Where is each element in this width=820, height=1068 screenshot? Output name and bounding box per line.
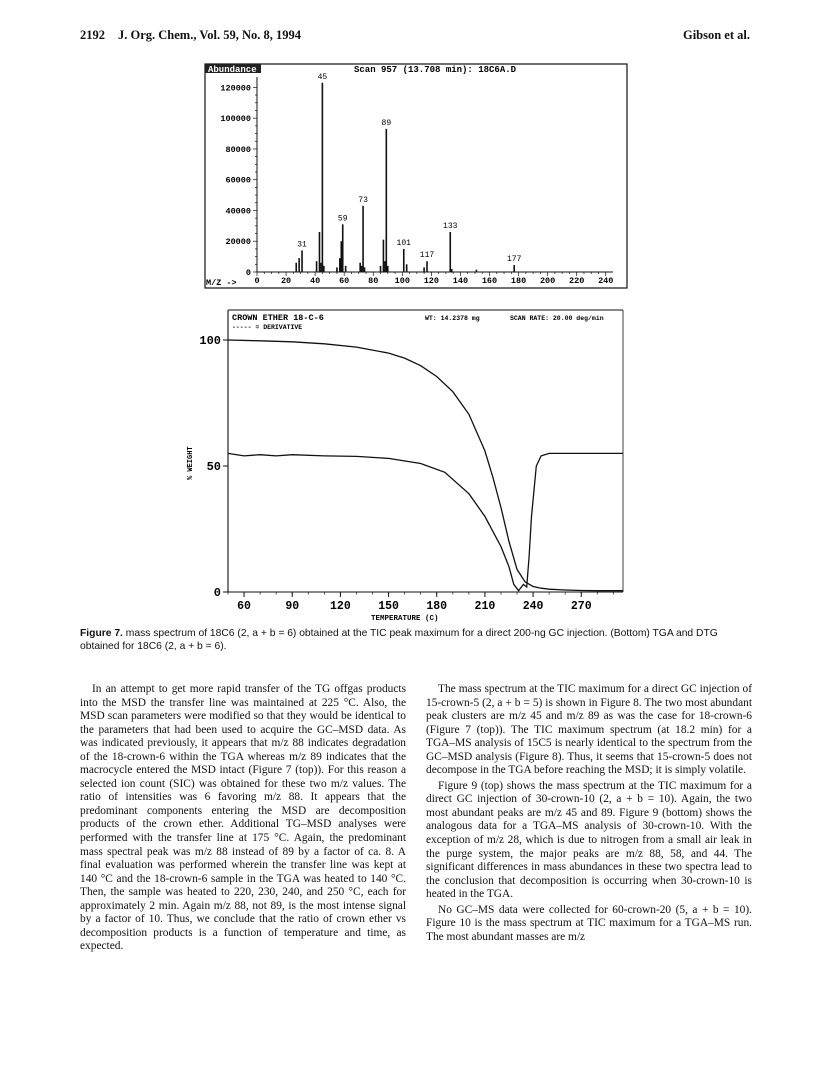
tga-legend: ----- = DERIVATIVE — [232, 324, 303, 331]
x-tick-label: 60 — [339, 276, 350, 286]
body-column-left — [80, 683, 406, 956]
peak-label: 89 — [381, 118, 392, 128]
tga-scan-rate: SCAN RATE: 20.00 deg/min — [510, 315, 604, 322]
x-tick-label: 160 — [481, 276, 498, 286]
scan-label: Scan 957 (13.708 min): 18C6A.D — [354, 65, 517, 75]
body-column-right — [426, 683, 752, 946]
x-tick-label: 20 — [280, 276, 292, 286]
peak-label: 101 — [396, 238, 411, 248]
tga-x-tick-label: 270 — [570, 600, 592, 613]
y-tick-label: 100000 — [220, 114, 251, 125]
y-tick-label: 120000 — [220, 83, 251, 94]
x-tick-label: 100 — [394, 276, 410, 286]
peak-label: 117 — [419, 251, 435, 261]
x-tick-label: 40 — [310, 276, 321, 286]
paragraph: No GC–MS data were collected for 60-crown-20 (5, a + b = 10). Figure 10 is the mass spectrum at TIC maximum for a TGA–MS run. The most abundant masses are m/z — [426, 903, 752, 943]
tga-lines — [228, 340, 623, 591]
tga-x-tick-label: 60 — [237, 600, 251, 613]
spectrum-axes — [220, 77, 613, 286]
figure-label: Figure 7. — [80, 628, 123, 639]
x-tick-label: 180 — [510, 276, 527, 286]
y-tick-label: 80000 — [225, 144, 251, 155]
x-tick-label: 220 — [569, 276, 585, 286]
tga-weight-info: WT: 14.2378 mg — [425, 315, 480, 322]
y-tick-label: 20000 — [225, 237, 251, 248]
x-tick-label: 240 — [598, 276, 614, 286]
paragraph: The mass spectrum at the TIC maximum for a direct GC injection of 15-crown-5 (2, a + b = 5) is shown in Figure 8. The two most abundant peak clusters are m/z 45 and m/z 89 as was the case for 18-crown-6 (Figure 7 (top)). The TIC maximum spectrum (at 18.2 min) for a TGA–MS analysis of 15C5 is nearly identical to the spectrum from the GC–MSD analysis (Figure 8). Thus, it seems that 15-crown-5 does not decompose in the TGA before reaching the MSD; it is simply volatile. — [426, 683, 752, 777]
peak-label: 73 — [358, 195, 368, 205]
x-axis-title: M/Z -> — [206, 278, 237, 288]
x-tick-label: 140 — [452, 276, 469, 286]
tga-y-tick-label: 0 — [213, 586, 221, 600]
y-tick-label: 0 — [245, 268, 251, 278]
y-tick-label: 40000 — [225, 206, 251, 217]
peak-label: 133 — [443, 222, 458, 231]
figure-caption-text: mass spectrum of 18C6 (2, a + b = 6) obtained at the TIC peak maximum for a direct 200-ng GC injection. (Bottom) TGA and DTG obtained for 18C6 (2, a + b = 6). — [80, 628, 718, 652]
paragraph: Figure 9 (top) shows the mass spectrum at the TIC maximum for a direct GC injection of 30-crown-10 (2, a + b = 10). Again, the two most abundant peaks are m/z 45 and 89. Figure 9 (bottom) shows the analogous data for a TGA–MS analysis of 30-crown-10. With the exception of m/z 28, which is due to nitrogen from a small air leak in the purge system, the major peaks are m/z 88, 58, and 44. The significant differences in mass abundances in these two spectra lead to the conclusion that decomposition is occurring when 30-crown-10 is heated in the TGA. — [426, 779, 752, 901]
peak-label: 45 — [317, 72, 328, 82]
x-tick-label: 80 — [368, 276, 379, 286]
tga-x-tick-label: 150 — [378, 600, 399, 613]
y-axis-title: Abundance — [208, 65, 257, 75]
peak-label: 59 — [337, 214, 348, 224]
spectrum-peak-labels — [297, 73, 521, 264]
tga-x-tick-label: 210 — [474, 600, 496, 613]
peak-label: 177 — [506, 255, 522, 265]
x-tick-label: 200 — [539, 276, 556, 286]
tga-y-tick-label: 50 — [206, 460, 221, 474]
tga-x-tick-label: 240 — [522, 600, 544, 613]
journal-citation: J. Org. Chem., Vol. 59, No. 8, 1994 — [118, 28, 301, 42]
tga-x-axis-title: TEMPERATURE (C) — [371, 615, 439, 623]
mass-spectrum-chart — [150, 62, 630, 292]
figure-caption — [80, 628, 752, 653]
tga-y-axis-title: % WEIGHT — [187, 446, 195, 480]
tga-x-tick-label: 120 — [330, 600, 351, 613]
x-tick-label: 0 — [254, 276, 260, 286]
x-tick-label: 120 — [423, 276, 440, 286]
tga-chart — [150, 305, 645, 623]
derivative-curve — [228, 453, 623, 590]
y-tick-label: 60000 — [225, 175, 251, 186]
tga-y-tick-label: 100 — [199, 334, 221, 348]
paragraph: In an attempt to get more rapid transfer of the TG offgas products into the MSD the transfer line was maintained at 225 °C. Also, the MSD scan parameters were modified so that they would be identical to the parameters that had been used to acquire the GC–MSD data. As was indicated previously, it appears that m/z 88 indicates degradation of the 18-crown-6 within the TGA whereas m/z 89 indicates that the macrocycle entered the MSD intact (Figure 7 (top)). For this reason a selected ion count (SIC) was obtained for these two m/z values. The ratio of intensities was 6 favoring m/z 88. It appears that the predominant components entering the MSD are decomposition products of the crown ether. Additional TG–MSD analyses were performed with the transfer line at 175 °C. Again, the predominant mass spectral peak was m/z 88 instead of 89 by a factor of ca. 8. A final evaluation was performed wherein the transfer line was kept at 140 °C and the 18-crown-6 sample in the TGA was heated to 140 °C. Then, the sample was heated to 220, 230, 240, and 250 °C, each for approximately 2 min. Again m/z 88, not 89, is the most intense signal by a factor of 10. Thus, we conclude that the ratio of crown ether vs decomposition products is a function of temperature and time, as expected. — [80, 683, 406, 953]
page-number: 2192 — [80, 28, 105, 42]
peak-label: 31 — [297, 240, 307, 250]
tga-x-tick-label: 90 — [285, 600, 300, 613]
tga-title: CROWN ETHER 18-C-6 — [232, 313, 324, 323]
running-authors: Gibson et al. — [682, 28, 750, 42]
spectrum-frame — [205, 64, 627, 288]
tga-x-tick-label: 180 — [426, 600, 448, 613]
